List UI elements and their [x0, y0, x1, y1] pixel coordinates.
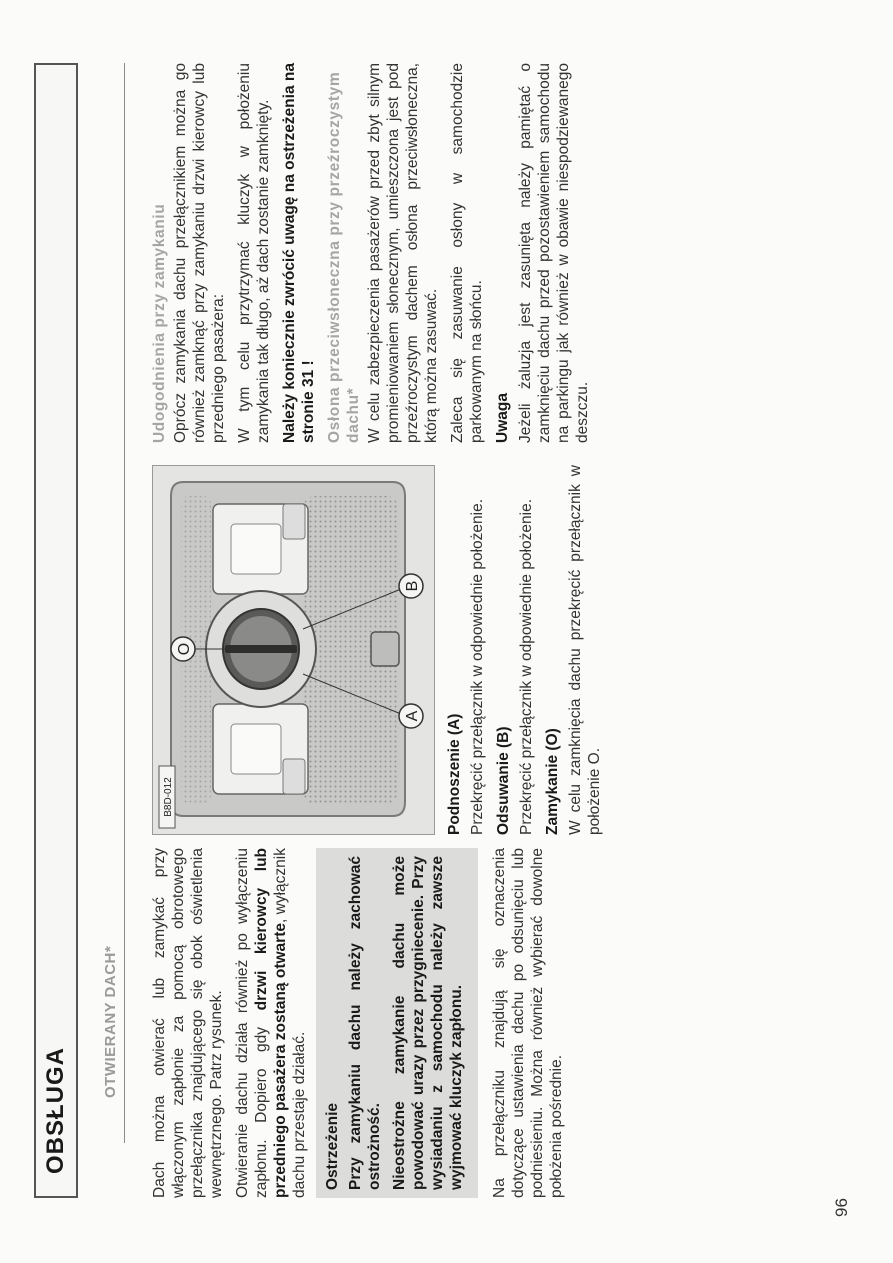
paragraph: Zaleca się zasuwanie osłony w samochodzie parkowanym na słońcu.: [449, 63, 485, 443]
paragraph: W celu zabezpieczenia pasażerów przed zbyt silnym promieniowaniem słonecznym, umieszczona jest pod przeźroczystym dachem osłona przeciwsłoneczna, którą można zasuwać.: [366, 63, 440, 443]
paragraph: Jeżeli żaluzja jest zasunięta należy pamiętać o zamknięciu dachu przed pozostawieniem samochodu na parkingu jak również w obawie niespodziewanego deszczu.: [517, 63, 591, 443]
roof-switch-illustration: [153, 465, 435, 834]
paragraph: W celu zamknięcia dachu przekręcić przełącznik w położenie O.: [567, 465, 603, 835]
subheading: Odsuwanie (B): [495, 726, 512, 835]
column-2: [443, 465, 611, 835]
warning-box: [316, 848, 478, 1198]
page-title: OBSŁUGA: [42, 1047, 69, 1174]
paragraph: W tym celu przytrzymać kluczyk w położeniu zamykania tak długo, aż dach zostanie zamknięty.: [236, 63, 272, 443]
paragraph: Przekręcić przełącznik w odpowiednie położenie.: [469, 498, 486, 835]
warning-paragraph: Przy zamykaniu dachu należy zachować ostrożność.: [347, 856, 383, 1190]
paragraph: Dach można otwierać lub zamykać przy włączonym zapłonie za pomocą obrotowego przełącznika znajdującego się obok oświetlenia wewnętrznego. Patrz rysunek.: [151, 848, 225, 1198]
paragraph: Przekręcić przełącznik w odpowiednie położenie.: [518, 498, 535, 835]
text-run: Otwieranie dachu działa również po wyłączeniu zapłonu. Dopiero gdy: [234, 848, 270, 1198]
column-3: [150, 63, 599, 443]
warning-paragraph: Nieostrożne zamykanie dachu może powodować urazy przez przygniecenie. Przy wysiadaniu z samochodu należy zawsze wyjmować kluczyk zapłonu.: [391, 856, 465, 1190]
header-box: [34, 63, 78, 1198]
subheading: Zamykanie (O): [544, 728, 561, 835]
text-run: , wyłącznik dachu przestaje działać.: [272, 848, 308, 1198]
section-rule: [124, 63, 125, 1143]
column-1: [150, 848, 573, 1198]
warning-title: Ostrzeżenie: [324, 1102, 341, 1190]
emphasis-paragraph: Należy koniecznie zwrócić uwagę na ostrzeżenia na stronie 31 !: [281, 63, 317, 443]
section-title: OTWIERANY DACH*: [102, 945, 119, 1098]
subheading: Uwaga: [494, 393, 511, 443]
subheading-grey: Udogodnienia przy zamykaniu: [151, 203, 168, 443]
paragraph: Oprócz zamykania dachu przełącznikiem można go również zamknąć przy zamykaniu drzwi kierowcy lub przedniego pasażera:: [172, 63, 227, 443]
label-o: O: [176, 642, 193, 656]
paragraph: [233, 848, 309, 1198]
subheading-grey: Osłona przeciwsłoneczna przy przeźroczystym dachu*: [326, 71, 362, 443]
page-number: 96: [832, 1198, 851, 1217]
subheading: Podnoszenie (A): [446, 713, 463, 835]
label-a: A: [404, 710, 421, 722]
paragraph: Na przełączniku znajdują się oznaczenia dotyczące ustawienia dachu po odsunięciu lub podniesieniu. Można również wybierać dowolne położenia pośrednie.: [491, 848, 565, 1198]
label-b: B: [404, 580, 421, 592]
figure-code: B8D-012: [163, 777, 174, 817]
roof-switch-figure: [152, 465, 435, 835]
bold-text-run: drzwi kierowcy lub przedniego pasażera zostaną otwarte: [253, 847, 289, 1198]
